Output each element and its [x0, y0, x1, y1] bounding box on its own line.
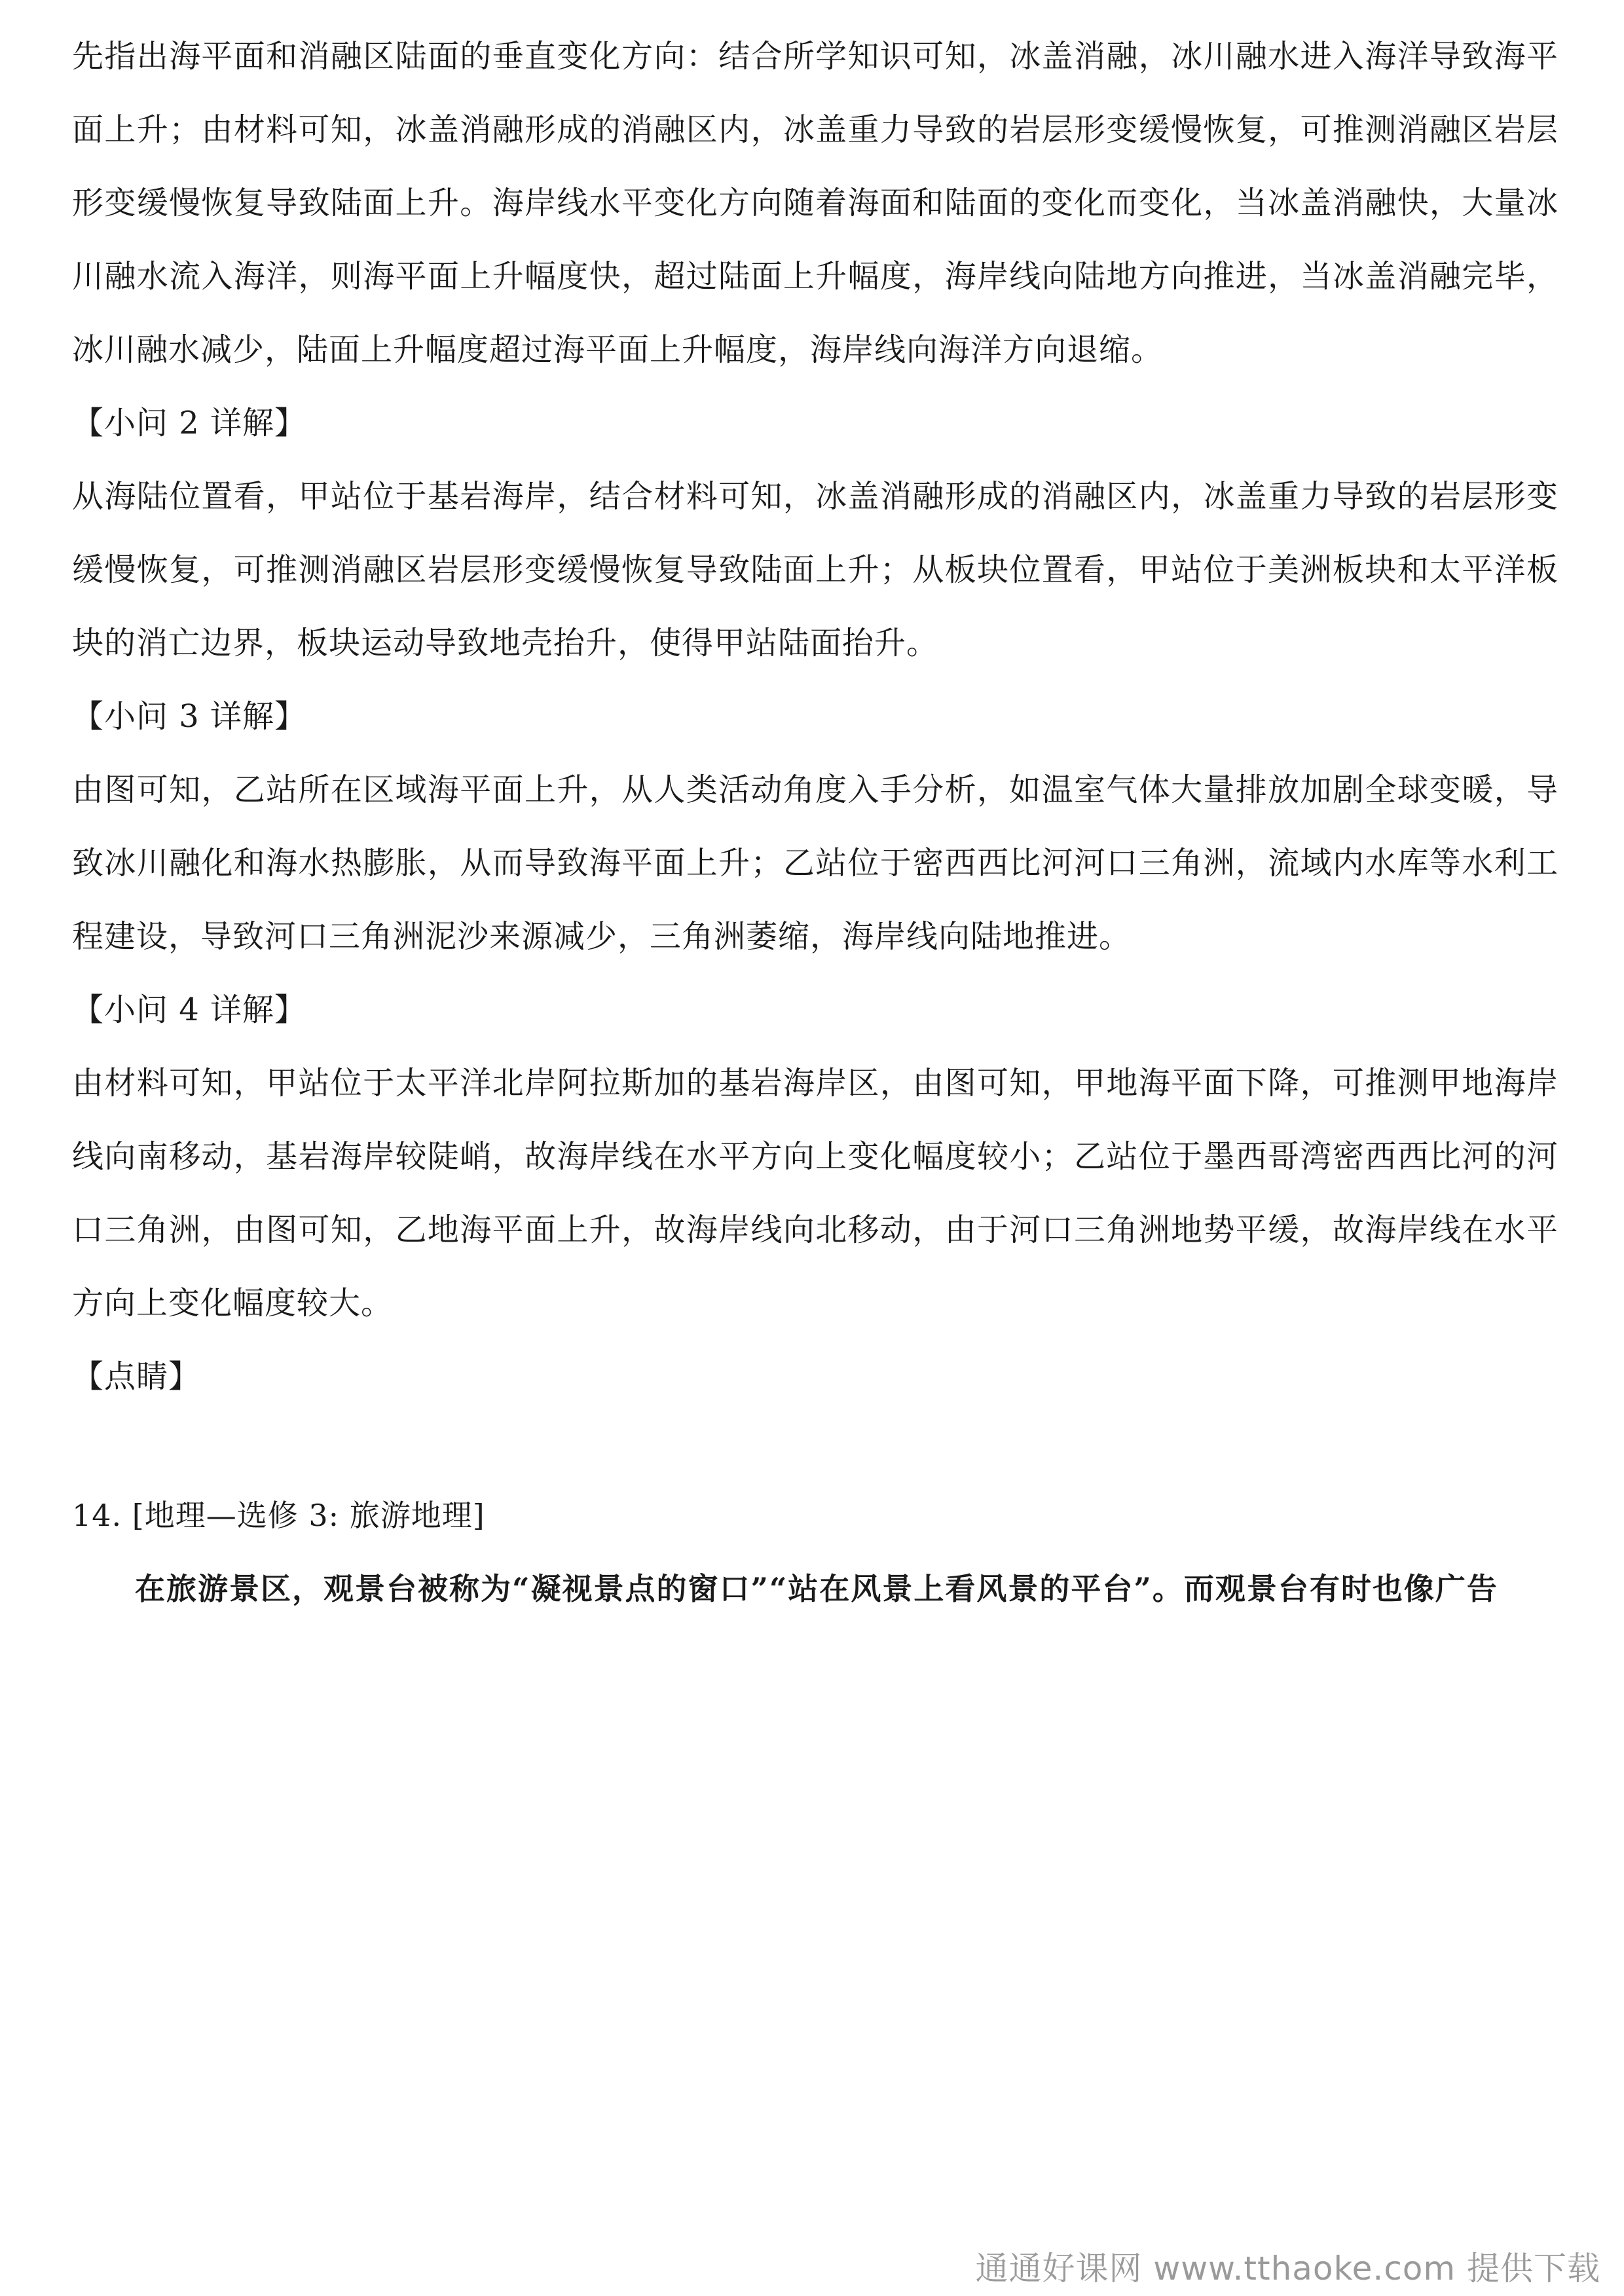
- spacer: [72, 1413, 1559, 1479]
- answer-paragraph-3: 由图可知，乙站所在区域海平面上升，从人类活动角度入手分析，如温室气体大量排放加剧全球变暖，导致冰川融化和海水热膨胀，从而导致海平面上升；乙站位于密西西比河河口三角洲，流域内水库等水利工程建设，导致河口三角洲泥沙来源减少，三角洲萎缩，海岸线向陆地推进。: [72, 771, 1559, 955]
- document-page: [72, 20, 1559, 1625]
- watermark-footer: 通通好课网 www.tthaoke.com 提供下载: [975, 2250, 1600, 2287]
- answer-paragraph-2: 从海陆位置看，甲站位于基岩海岸，结合材料可知，冰盖消融形成的消融区内，冰盖重力导致的岩层形变缓慢恢复，可推测消融区岩层形变缓慢恢复导致陆面上升；从板块位置看，甲站位于美洲板块和太平洋板块的消亡边界，板块运动导致地壳抬升，使得甲站陆面抬升。: [72, 478, 1559, 661]
- answer-paragraph-4: 由材料可知，甲站位于太平洋北岸阿拉斯加的基岩海岸区，由图可知，甲地海平面下降，可推测甲地海岸线向南移动，基岩海岸较陡峭，故海岸线在水平方向上变化幅度较小；乙站位于墨西哥湾密西西比河的河口三角洲，由图可知，乙地海平面上升，故海岸线向北移动，由于河口三角洲地势平缓，故海岸线在水平方向上变化幅度较大。: [72, 1065, 1559, 1322]
- section-heading-q2: 【小问 2 详解】: [72, 405, 307, 441]
- answer-paragraph-1: 先指出海平面和消融区陆面的垂直变化方向：结合所学知识可知，冰盖消融，冰川融水进入海洋导致海平面上升；由材料可知，冰盖消融形成的消融区内，冰盖重力导致的岩层形变缓慢恢复，可推测消融区岩层形变缓慢恢复导致陆面上升。海岸线水平变化方向随着海面和陆面的变化而变化，当冰盖消融快，大量冰川融水流入海洋，则海平面上升幅度快，超过陆面上升幅度，海岸线向陆地方向推进，当冰盖消融完毕，冰川融水减少，陆面上升幅度超过海平面上升幅度，海岸线向海洋方向退缩。: [72, 38, 1559, 368]
- section-heading-q3: 【小问 3 详解】: [72, 698, 307, 735]
- question-14-heading: 14. [地理—选修 3: 旅游地理]: [72, 1498, 485, 1533]
- section-heading-q4: 【小问 4 详解】: [72, 991, 307, 1028]
- section-heading-highlight: 【点睛】: [72, 1358, 201, 1395]
- question-14-material: 在旅游景区，观景台被称为“凝视景点的窗口”“站在风景上看风景的平台”。而观景台有时也像广告: [135, 1571, 1498, 1606]
